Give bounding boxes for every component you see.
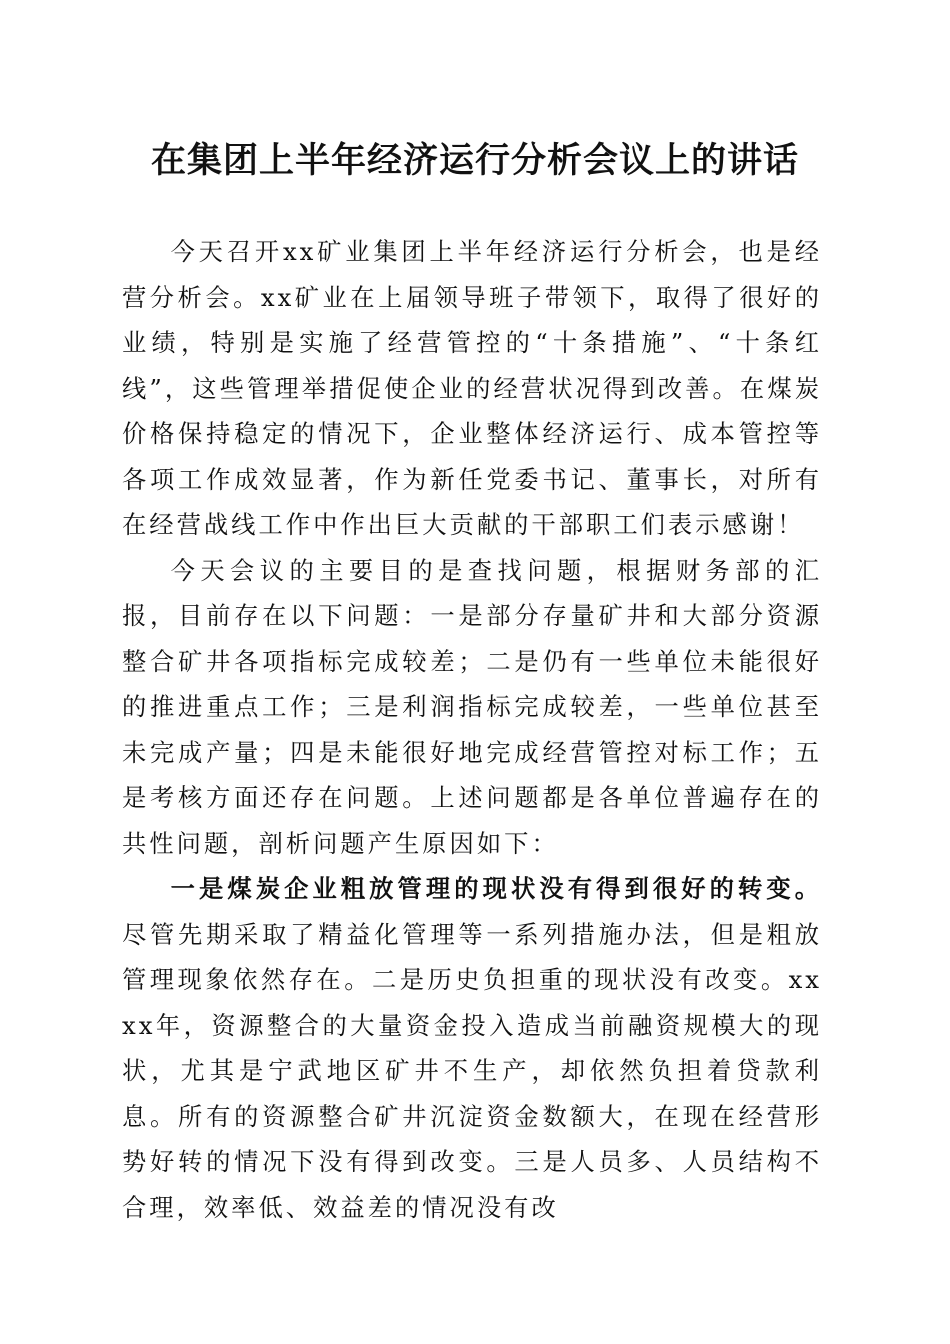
paragraph-3-text: 尽管先期采取了精益化管理等一系列措施办法，但是粗放管理现象依然存在。二是历史负担重的现状没有改变。xxxx年，资源整合的大量资金投入造成当前融资规模大的现状，尤其是宁武地区矿井不生产，却依然负担着贷款利息。所有的资源整合矿井沉淀资金数额大，在现在经营形势好转的情况下没有得到改变。三是人员多、人员结构不合理，效率低、效益差的情况没有改 [122, 919, 822, 1222]
paragraph-3-lead: 一是煤炭企业粗放管理的现状没有得到很好的转变。 [170, 874, 822, 903]
paragraph-2-text: 今天会议的主要目的是查找问题，根据财务部的汇报，目前存在以下问题：一是部分存量矿井和大部分资源整合矿井各项指标完成较差；二是仍有一些单位未能很好的推进重点工作；三是利润指标完成较差，一些单位甚至未完成产量；四是未能很好地完成经营管控对标工作；五是考核方面还存在问题。上述问题都是各单位普遍存在的共性问题，剖析问题产生原因如下： [122, 555, 822, 858]
paragraph-1-text: 今天召开xx矿业集团上半年经济运行分析会，也是经营分析会。xx矿业在上届领导班子带领下，取得了很好的业绩，特别是实施了经营管控的“十条措施”、“十条红线”，这些管理举措促使企业的经营状况得到改善。在煤炭价格保持稳定的情况下，企业整体经济运行、成本管控等各项工作成效显著，作为新任党委书记、董事长，对所有在经营战线工作中作出巨大贡献的干部职工们表示感谢！ [122, 237, 822, 539]
paragraph-2 [122, 548, 822, 867]
paragraph-1 [122, 229, 822, 548]
paragraph-3 [122, 866, 822, 1230]
document-title: 在集团上半年经济运行分析会议上的讲话 [150, 140, 799, 181]
document-body [122, 229, 822, 1230]
